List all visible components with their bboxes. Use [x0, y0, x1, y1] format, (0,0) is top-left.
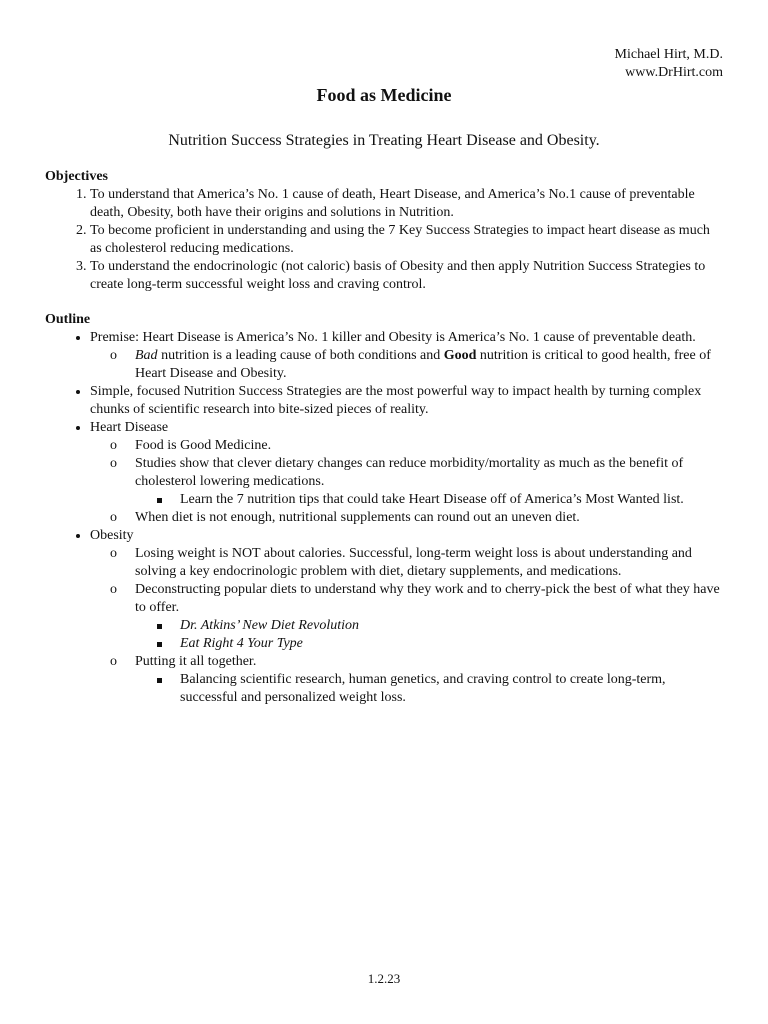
- outline-heading: Outline: [45, 312, 91, 327]
- objective-item: 2. To become proficient in understanding and using the 7 Key Success Strategies to impact heart disease as much as cholesterol reducing medications.: [90, 222, 725, 258]
- circle-bullet-icon: o: [110, 438, 117, 453]
- obesity-label: Obesity: [90, 528, 134, 543]
- book-item-atkins: [180, 617, 725, 635]
- circle-bullet-icon: o: [110, 582, 117, 597]
- outline-list: [45, 329, 725, 707]
- circle-bullet-icon: o: [110, 546, 117, 561]
- circle-bullet-icon: o: [110, 654, 117, 669]
- heart-supplements-text: When diet is not enough, nutritional supplements can round out an uneven diet.: [135, 510, 580, 525]
- premise-sub-part2: nutrition is critical to good health, free of Heart Disease and Obesity.: [135, 348, 711, 381]
- obesity-calories-item: [110, 545, 725, 581]
- heart-supplements-item: [110, 509, 725, 527]
- square-bullet-icon: [157, 624, 162, 629]
- good-word: Good: [443, 348, 477, 363]
- circle-bullet-icon: o: [110, 510, 117, 525]
- document-body: [45, 168, 725, 707]
- outline-item-obesity: [90, 527, 725, 707]
- book-title-atkins: Dr. Atkins’ New Diet Revolution: [180, 618, 359, 633]
- heart-tips-item: [180, 491, 725, 509]
- heart-disease-label: Heart Disease: [90, 420, 169, 435]
- premise-text: Premise: Heart Disease is America’s No. 1 killer and Obesity is America’s No. 1 cause of preventable death.: [90, 330, 696, 345]
- page-number: 1.2.23: [367, 971, 401, 986]
- diets-book-list: [135, 617, 725, 653]
- obesity-diets-text: Deconstructing popular diets to understand why they work and to cherry-pick the best of what they have to offer.: [135, 582, 720, 615]
- heart-food-item: [110, 437, 725, 455]
- premise-sublist: [90, 347, 725, 383]
- heart-tips-text: Learn the 7 nutrition tips that could take Heart Disease off of America’s Most Wanted list.: [180, 492, 684, 507]
- square-bullet-icon: [157, 678, 162, 683]
- heart-food-text: Food is Good Medicine.: [135, 438, 272, 453]
- outline-item-heart-disease: [90, 419, 725, 527]
- premise-sub-item: [110, 347, 725, 383]
- objectives-list: [45, 186, 725, 294]
- circle-bullet-icon: o: [110, 456, 117, 471]
- obesity-together-text: Putting it all together.: [135, 654, 257, 669]
- heart-studies-text: Studies show that clever dietary changes can reduce morbidity/mortality as much as the benefit of cholesterol lowering medications.: [135, 456, 684, 489]
- outline-item-premise: [90, 329, 725, 383]
- square-bullet-icon: [157, 642, 162, 647]
- objective-item: 1. To understand that America’s No. 1 cause of death, Heart Disease, and America’s No.1 cause of preventable death, Obesity, both have their origins and solutions in Nutrition.: [90, 186, 725, 222]
- premise-sub-part1: nutrition is a leading cause of both conditions and: [157, 348, 444, 363]
- circle-bullet-icon: o: [110, 348, 117, 363]
- heart-studies-item: [110, 455, 725, 509]
- page-subtitle: Nutrition Success Strategies in Treating Heart Disease and Obesity.: [168, 132, 600, 149]
- author-website: www.DrHirt.com: [625, 65, 723, 80]
- obesity-together-item: [110, 653, 725, 707]
- obesity-calories-text: Losing weight is NOT about calories. Successful, long-term weight loss is about understanding and solving a key endocrinologic problem with diet, dietary supplements, and medications.: [135, 546, 692, 579]
- obesity-diets-item: [110, 581, 725, 653]
- outline-item-simple: • Simple, focused Nutrition Success Strategies are the most powerful way to impact health by turning complex chunks of scientific research into bite-sized pieces of reality.: [90, 383, 725, 419]
- square-bullet-icon: [157, 498, 162, 503]
- together-sublist: [135, 671, 725, 707]
- author-block: [615, 46, 723, 82]
- section-spacer: [45, 294, 725, 311]
- author-name: Michael Hirt, M.D.: [614, 47, 723, 62]
- page-title: Food as Medicine: [316, 85, 452, 105]
- balancing-item: [180, 671, 725, 707]
- heart-studies-sublist: [135, 491, 725, 509]
- bad-word: Bad: [135, 348, 158, 363]
- book-item-eat-right: [180, 635, 725, 653]
- objectives-heading: Objectives: [45, 169, 108, 184]
- balancing-text: Balancing scientific research, human genetics, and craving control to create long-term, successful and personalized weight loss.: [180, 672, 666, 705]
- book-title-eat-right: Eat Right 4 Your Type: [180, 636, 303, 651]
- obesity-sublist: [90, 545, 725, 707]
- heart-disease-sublist: [90, 437, 725, 527]
- objective-item: 3. To understand the endocrinologic (not caloric) basis of Obesity and then apply Nutrition Success Strategies to create long-term successful weight loss and craving control.: [90, 258, 725, 294]
